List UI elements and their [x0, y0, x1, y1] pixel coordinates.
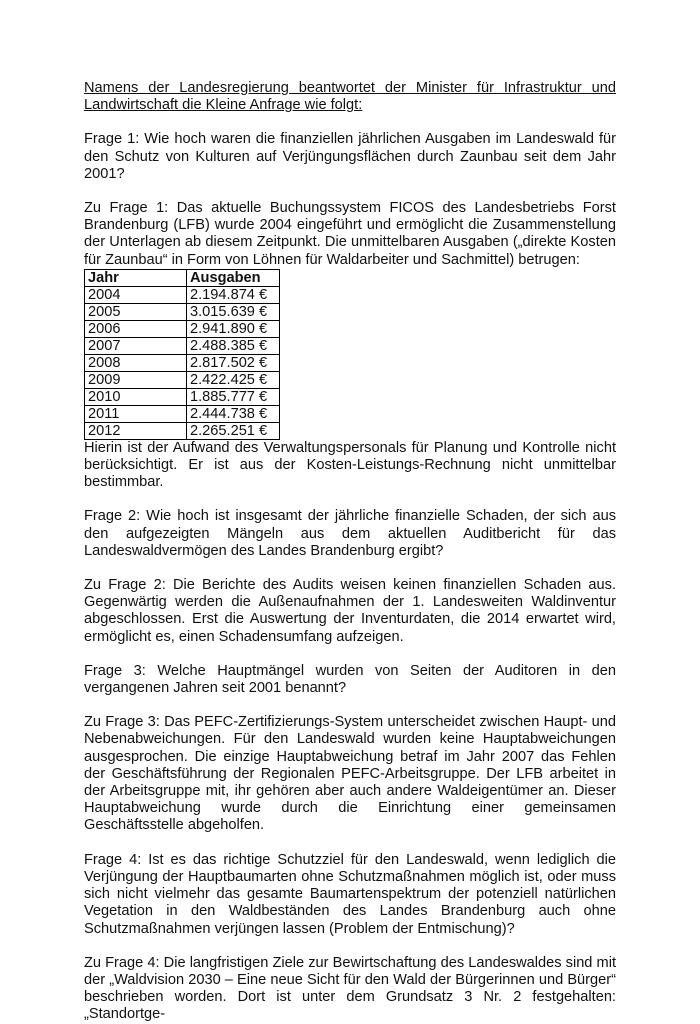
table-header-row	[85, 269, 280, 286]
answer-3: Zu Frage 3: Das PEFC-Zertifizierungs-System unterscheidet zwischen Haupt- und Nebenabweichungen. Für den Landeswald wurden keine Hauptabweichungen ausgesprochen. Die einzige Hauptabweichung betraf im Jahr 2007 das Fehlen der Geschäftsführung der Regionalen PEFC-Arbeitsgruppe. Der LFB arbeitet in der Arbeitsgruppe mit, ihr gehören aber auch andere Waldeigentümer an. Dieser Hauptabweichung wurde durch die Einrichtung einer gemeinsamen Geschäftsstelle abgeholfen.	[84, 714, 616, 834]
year-cell: 2007	[85, 337, 187, 354]
table-row	[85, 303, 280, 320]
column-header-year: Jahr	[85, 269, 187, 286]
amount-cell: 1.885.777 €	[187, 388, 280, 405]
table-row	[85, 286, 280, 303]
amount-cell: 2.817.502 €	[187, 354, 280, 371]
amount-cell: 2.265.251 €	[187, 422, 280, 439]
question-2: Frage 2: Wie hoch ist insgesamt der jährliche finanzielle Schaden, der sich aus den aufgezeigten Mängeln aus dem aktuellen Auditbericht für das Landeswaldvermögen des Landes Brandenburg ergibt?	[84, 508, 616, 559]
amount-cell: 2.422.425 €	[187, 371, 280, 388]
answer-4: Zu Frage 4: Die langfristigen Ziele zur Bewirtschaftung des Landeswaldes sind mit der „Waldvision 2030 – Eine neue Sicht für den Wald der Bürgerinnen und Bürger“ beschrieben worden. Dort ist unter dem Grundsatz 3 Nr. 2 festgehalten: „Standortge-	[84, 954, 616, 1023]
year-cell: 2005	[85, 303, 187, 320]
year-cell: 2012	[85, 422, 187, 439]
year-cell: 2004	[85, 286, 187, 303]
table-row	[85, 422, 280, 439]
table-row	[85, 388, 280, 405]
question-3: Frage 3: Welche Hauptmängel wurden von Seiten der Auditoren in den vergangenen Jahren seit 2001 benannt?	[84, 662, 616, 697]
table-row	[85, 320, 280, 337]
column-header-expenses: Ausgaben	[187, 269, 280, 286]
year-cell: 2009	[85, 371, 187, 388]
amount-cell: 2.194.874 €	[187, 286, 280, 303]
answer-2: Zu Frage 2: Die Berichte des Audits weisen keinen finanziellen Schaden aus. Gegenwärtig werden die Außenaufnahmen der 1. Landesweiten Waldinventur abgeschlossen. Erst die Auswertung der Inventurdaten, die 2014 erwartet wird, ermöglicht es, einen Schadensumfang aufzeigen.	[84, 577, 616, 645]
year-cell: 2010	[85, 388, 187, 405]
table-row	[85, 354, 280, 371]
amount-cell: 2.488.385 €	[187, 337, 280, 354]
year-cell: 2006	[85, 320, 187, 337]
answer-1-note: Hierin ist der Aufwand des Verwaltungspersonals für Planung und Kontrolle nicht berücksichtigt. Er ist aus der Kosten-Leistungs-Rechnung nicht unmittelbar bestimmbar.	[84, 439, 616, 491]
table-row	[85, 405, 280, 422]
amount-cell: 2.444.738 €	[187, 405, 280, 422]
table-row	[85, 337, 280, 354]
amount-cell: 2.941.890 €	[187, 320, 280, 337]
document-page	[84, 80, 616, 1024]
costs-table	[84, 269, 280, 440]
year-cell: 2008	[85, 354, 187, 371]
table-row	[85, 371, 280, 388]
question-1: Frage 1: Wie hoch waren die finanziellen jährlichen Ausgaben im Landeswald für den Schutz von Kulturen auf Verjüngungsflächen durch Zaunbau seit dem Jahr 2001?	[84, 131, 616, 182]
question-4: Frage 4: Ist es das richtige Schutzziel für den Landeswald, wenn lediglich die Verjüngung der Hauptbaumarten ohne Schutzmaßnahmen möglich ist, oder muss sich nicht vielmehr das gesamte Baumartenspektrum der potenziell natürlichen Vegetation in den Waldbeständen des Landes Brandenburg auch ohne Schutzmaßnahmen verjüngen lassen (Problem der Entmischung)?	[84, 851, 616, 937]
answer-1: Zu Frage 1: Das aktuelle Buchungssystem FICOS des Landesbetriebs Forst Brandenburg (LFB) wurde 2004 eingeführt und ermöglicht die Zusammenstellung der Unterlagen ab diesem Zeitpunkt. Die unmittelbaren Ausgaben („direkte Kosten für Zaunbau“ in Form von Löhnen für Waldarbeiter und Sachmittel) betrugen:	[84, 200, 616, 268]
year-cell: 2011	[85, 405, 187, 422]
intro-paragraph: Namens der Landesregierung beantwortet der Minister für Infrastruktur und Landwirtschaft die Kleine Anfrage wie folgt:	[84, 80, 616, 114]
amount-cell: 3.015.639 €	[187, 303, 280, 320]
